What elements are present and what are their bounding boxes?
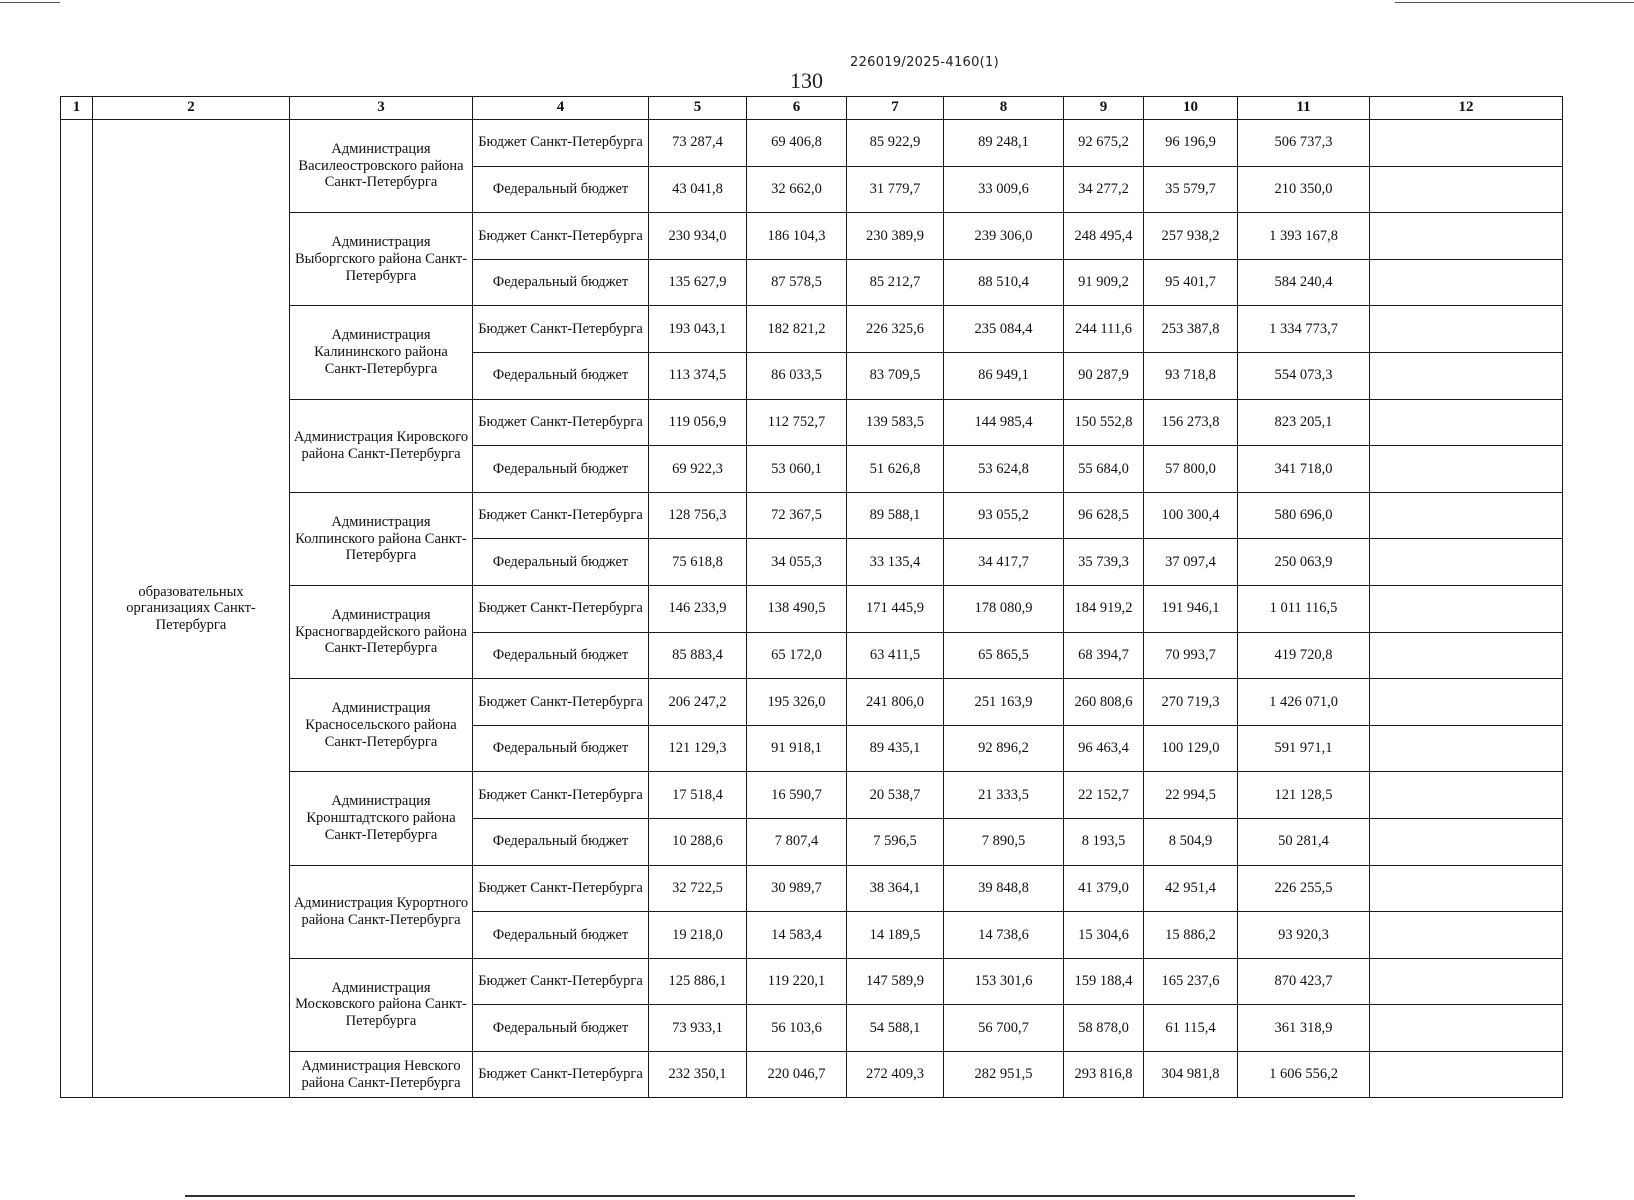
- amount-cell: 51 626,8: [847, 446, 944, 493]
- amount-cell: 92 675,2: [1064, 120, 1144, 167]
- column-header-4: 4: [473, 97, 649, 120]
- amount-cell: 91 909,2: [1064, 259, 1144, 306]
- amount-cell: 90 287,9: [1064, 352, 1144, 399]
- amount-cell: 34 055,3: [747, 539, 847, 586]
- notes-cell: [1370, 679, 1563, 726]
- amount-cell: 232 350,1: [649, 1051, 747, 1098]
- column-header-9: 9: [1064, 97, 1144, 120]
- amount-cell: 31 779,7: [847, 166, 944, 213]
- amount-cell: 119 220,1: [747, 958, 847, 1005]
- amount-cell: 7 596,5: [847, 818, 944, 865]
- amount-cell: 86 033,5: [747, 352, 847, 399]
- amount-cell: 253 387,8: [1144, 306, 1238, 353]
- amount-cell: 15 304,6: [1064, 912, 1144, 959]
- amount-cell: 93 055,2: [944, 492, 1064, 539]
- amount-cell: 86 949,1: [944, 352, 1064, 399]
- amount-cell: 241 806,0: [847, 679, 944, 726]
- amount-cell: 184 919,2: [1064, 585, 1144, 632]
- amount-cell: 139 583,5: [847, 399, 944, 446]
- amount-cell: 83 709,5: [847, 352, 944, 399]
- page-number: 130: [790, 68, 823, 93]
- notes-cell: [1370, 958, 1563, 1005]
- amount-cell: 54 588,1: [847, 1005, 944, 1052]
- amount-cell: 68 394,7: [1064, 632, 1144, 679]
- amount-cell: 69 922,3: [649, 446, 747, 493]
- amount-cell: 165 237,6: [1144, 958, 1238, 1005]
- amount-cell: 580 696,0: [1238, 492, 1370, 539]
- funding-source-cell: Бюджет Санкт-Петербурга: [473, 865, 649, 912]
- amount-cell: 75 618,8: [649, 539, 747, 586]
- amount-cell: 239 306,0: [944, 213, 1064, 260]
- funding-source-cell: Федеральный бюджет: [473, 259, 649, 306]
- amount-cell: 50 281,4: [1238, 818, 1370, 865]
- amount-cell: 8 193,5: [1064, 818, 1144, 865]
- amount-cell: 33 009,6: [944, 166, 1064, 213]
- notes-cell: [1370, 539, 1563, 586]
- amount-cell: 272 409,3: [847, 1051, 944, 1098]
- amount-cell: 53 060,1: [747, 446, 847, 493]
- amount-cell: 1 334 773,7: [1238, 306, 1370, 353]
- notes-cell: [1370, 772, 1563, 819]
- budget-table: [60, 96, 1563, 1098]
- amount-cell: 22 994,5: [1144, 772, 1238, 819]
- amount-cell: 57 800,0: [1144, 446, 1238, 493]
- notes-cell: [1370, 352, 1563, 399]
- amount-cell: 35 739,3: [1064, 539, 1144, 586]
- amount-cell: 282 951,5: [944, 1051, 1064, 1098]
- amount-cell: 226 325,6: [847, 306, 944, 353]
- amount-cell: 128 756,3: [649, 492, 747, 539]
- column-header-7: 7: [847, 97, 944, 120]
- amount-cell: 32 662,0: [747, 166, 847, 213]
- amount-cell: 92 896,2: [944, 725, 1064, 772]
- executor-cell: Администрация Московского района Санкт-Петербурга: [290, 958, 473, 1051]
- amount-cell: 56 700,7: [944, 1005, 1064, 1052]
- column-header-1: 1: [61, 97, 93, 120]
- amount-cell: 10 288,6: [649, 818, 747, 865]
- funding-source-cell: Бюджет Санкт-Петербурга: [473, 492, 649, 539]
- funding-source-cell: Федеральный бюджет: [473, 446, 649, 493]
- amount-cell: 33 135,4: [847, 539, 944, 586]
- amount-cell: 823 205,1: [1238, 399, 1370, 446]
- column-header-2: 2: [93, 97, 290, 120]
- amount-cell: 159 188,4: [1064, 958, 1144, 1005]
- amount-cell: 191 946,1: [1144, 585, 1238, 632]
- notes-cell: [1370, 818, 1563, 865]
- amount-cell: 230 934,0: [649, 213, 747, 260]
- program-description-cell: образовательных организациях Санкт-Петербурга: [93, 120, 290, 1098]
- executor-cell: Администрация Невского района Санкт-Петербурга: [290, 1051, 473, 1098]
- amount-cell: 89 588,1: [847, 492, 944, 539]
- document-registration-number: 226019/2025-4160(1): [850, 55, 999, 70]
- column-header-6: 6: [747, 97, 847, 120]
- amount-cell: 73 933,1: [649, 1005, 747, 1052]
- amount-cell: 121 129,3: [649, 725, 747, 772]
- column-header-11: 11: [1238, 97, 1370, 120]
- amount-cell: 56 103,6: [747, 1005, 847, 1052]
- amount-cell: 119 056,9: [649, 399, 747, 446]
- amount-cell: 34 277,2: [1064, 166, 1144, 213]
- amount-cell: 95 401,7: [1144, 259, 1238, 306]
- funding-source-cell: Бюджет Санкт-Петербурга: [473, 958, 649, 1005]
- amount-cell: 93 920,3: [1238, 912, 1370, 959]
- funding-source-cell: Бюджет Санкт-Петербурга: [473, 213, 649, 260]
- funding-source-cell: Федеральный бюджет: [473, 166, 649, 213]
- amount-cell: 230 389,9: [847, 213, 944, 260]
- column-header-3: 3: [290, 97, 473, 120]
- funding-source-cell: Федеральный бюджет: [473, 912, 649, 959]
- amount-cell: 73 287,4: [649, 120, 747, 167]
- amount-cell: 341 718,0: [1238, 446, 1370, 493]
- amount-cell: 113 374,5: [649, 352, 747, 399]
- amount-cell: 55 684,0: [1064, 446, 1144, 493]
- scan-edge-line: [0, 2, 60, 3]
- funding-source-cell: Бюджет Санкт-Петербурга: [473, 585, 649, 632]
- amount-cell: 17 518,4: [649, 772, 747, 819]
- funding-source-cell: Федеральный бюджет: [473, 725, 649, 772]
- amount-cell: 257 938,2: [1144, 213, 1238, 260]
- notes-cell: [1370, 912, 1563, 959]
- amount-cell: 193 043,1: [649, 306, 747, 353]
- scan-edge-line: [1395, 2, 1634, 3]
- amount-cell: 506 737,3: [1238, 120, 1370, 167]
- funding-source-cell: Бюджет Санкт-Петербурга: [473, 679, 649, 726]
- column-header-8: 8: [944, 97, 1064, 120]
- amount-cell: 250 063,9: [1238, 539, 1370, 586]
- executor-cell: Администрация Выборгского района Санкт-Петербурга: [290, 213, 473, 306]
- amount-cell: 65 172,0: [747, 632, 847, 679]
- amount-cell: 1 606 556,2: [1238, 1051, 1370, 1098]
- notes-cell: [1370, 399, 1563, 446]
- amount-cell: 88 510,4: [944, 259, 1064, 306]
- amount-cell: 22 152,7: [1064, 772, 1144, 819]
- amount-cell: 1 393 167,8: [1238, 213, 1370, 260]
- amount-cell: 37 097,4: [1144, 539, 1238, 586]
- amount-cell: 248 495,4: [1064, 213, 1144, 260]
- notes-cell: [1370, 632, 1563, 679]
- amount-cell: 21 333,5: [944, 772, 1064, 819]
- amount-cell: 1 426 071,0: [1238, 679, 1370, 726]
- amount-cell: 42 951,4: [1144, 865, 1238, 912]
- amount-cell: 65 865,5: [944, 632, 1064, 679]
- funding-source-cell: Федеральный бюджет: [473, 632, 649, 679]
- amount-cell: 293 816,8: [1064, 1051, 1144, 1098]
- amount-cell: 304 981,8: [1144, 1051, 1238, 1098]
- amount-cell: 72 367,5: [747, 492, 847, 539]
- amount-cell: 91 918,1: [747, 725, 847, 772]
- amount-cell: 69 406,8: [747, 120, 847, 167]
- amount-cell: 96 463,4: [1064, 725, 1144, 772]
- amount-cell: 419 720,8: [1238, 632, 1370, 679]
- table-row: [61, 120, 1563, 167]
- amount-cell: 244 111,6: [1064, 306, 1144, 353]
- amount-cell: 146 233,9: [649, 585, 747, 632]
- amount-cell: 171 445,9: [847, 585, 944, 632]
- amount-cell: 182 821,2: [747, 306, 847, 353]
- notes-cell: [1370, 259, 1563, 306]
- notes-cell: [1370, 306, 1563, 353]
- amount-cell: 53 624,8: [944, 446, 1064, 493]
- row-number-cell: [61, 120, 93, 1098]
- amount-cell: 35 579,7: [1144, 166, 1238, 213]
- amount-cell: 206 247,2: [649, 679, 747, 726]
- amount-cell: 85 922,9: [847, 120, 944, 167]
- amount-cell: 554 073,3: [1238, 352, 1370, 399]
- notes-cell: [1370, 120, 1563, 167]
- amount-cell: 14 189,5: [847, 912, 944, 959]
- executor-cell: Администрация Калининского района Санкт-Петербурга: [290, 306, 473, 399]
- executor-cell: Администрация Кировского района Санкт-Петербурга: [290, 399, 473, 492]
- amount-cell: 20 538,7: [847, 772, 944, 819]
- amount-cell: 226 255,5: [1238, 865, 1370, 912]
- funding-source-cell: Бюджет Санкт-Петербурга: [473, 120, 649, 167]
- executor-cell: Администрация Красногвардейского района Санкт-Петербурга: [290, 585, 473, 678]
- amount-cell: 70 993,7: [1144, 632, 1238, 679]
- executor-cell: Администрация Кронштадтского района Санкт-Петербурга: [290, 772, 473, 865]
- amount-cell: 220 046,7: [747, 1051, 847, 1098]
- amount-cell: 89 435,1: [847, 725, 944, 772]
- notes-cell: [1370, 1005, 1563, 1052]
- notes-cell: [1370, 492, 1563, 539]
- executor-cell: Администрация Красносельского района Санкт-Петербурга: [290, 679, 473, 772]
- amount-cell: 32 722,5: [649, 865, 747, 912]
- amount-cell: 125 886,1: [649, 958, 747, 1005]
- amount-cell: 7 807,4: [747, 818, 847, 865]
- amount-cell: 156 273,8: [1144, 399, 1238, 446]
- executor-cell: Администрация Василеостровского района Санкт-Петербурга: [290, 120, 473, 213]
- amount-cell: 41 379,0: [1064, 865, 1144, 912]
- amount-cell: 14 738,6: [944, 912, 1064, 959]
- amount-cell: 85 883,4: [649, 632, 747, 679]
- notes-cell: [1370, 865, 1563, 912]
- amount-cell: 8 504,9: [1144, 818, 1238, 865]
- notes-cell: [1370, 1051, 1563, 1098]
- amount-cell: 87 578,5: [747, 259, 847, 306]
- amount-cell: 150 552,8: [1064, 399, 1144, 446]
- amount-cell: 112 752,7: [747, 399, 847, 446]
- amount-cell: 63 411,5: [847, 632, 944, 679]
- executor-cell: Администрация Курортного района Санкт-Петербурга: [290, 865, 473, 958]
- funding-source-cell: Федеральный бюджет: [473, 1005, 649, 1052]
- amount-cell: 19 218,0: [649, 912, 747, 959]
- amount-cell: 195 326,0: [747, 679, 847, 726]
- amount-cell: 270 719,3: [1144, 679, 1238, 726]
- amount-cell: 93 718,8: [1144, 352, 1238, 399]
- amount-cell: 14 583,4: [747, 912, 847, 959]
- amount-cell: 85 212,7: [847, 259, 944, 306]
- column-header-12: 12: [1370, 97, 1563, 120]
- amount-cell: 39 848,8: [944, 865, 1064, 912]
- amount-cell: 147 589,9: [847, 958, 944, 1005]
- amount-cell: 100 300,4: [1144, 492, 1238, 539]
- amount-cell: 144 985,4: [944, 399, 1064, 446]
- notes-cell: [1370, 213, 1563, 260]
- amount-cell: 121 128,5: [1238, 772, 1370, 819]
- amount-cell: 361 318,9: [1238, 1005, 1370, 1052]
- notes-cell: [1370, 166, 1563, 213]
- amount-cell: 584 240,4: [1238, 259, 1370, 306]
- amount-cell: 870 423,7: [1238, 958, 1370, 1005]
- amount-cell: 186 104,3: [747, 213, 847, 260]
- amount-cell: 15 886,2: [1144, 912, 1238, 959]
- amount-cell: 43 041,8: [649, 166, 747, 213]
- amount-cell: 7 890,5: [944, 818, 1064, 865]
- amount-cell: 100 129,0: [1144, 725, 1238, 772]
- amount-cell: 1 011 116,5: [1238, 585, 1370, 632]
- funding-source-cell: Бюджет Санкт-Петербурга: [473, 772, 649, 819]
- amount-cell: 153 301,6: [944, 958, 1064, 1005]
- funding-source-cell: Бюджет Санкт-Петербурга: [473, 1051, 649, 1098]
- amount-cell: 135 627,9: [649, 259, 747, 306]
- amount-cell: 61 115,4: [1144, 1005, 1238, 1052]
- executor-cell: Администрация Колпинского района Санкт-Петербурга: [290, 492, 473, 585]
- funding-source-cell: Федеральный бюджет: [473, 818, 649, 865]
- amount-cell: 178 080,9: [944, 585, 1064, 632]
- notes-cell: [1370, 446, 1563, 493]
- amount-cell: 251 163,9: [944, 679, 1064, 726]
- amount-cell: 38 364,1: [847, 865, 944, 912]
- amount-cell: 34 417,7: [944, 539, 1064, 586]
- amount-cell: 30 989,7: [747, 865, 847, 912]
- amount-cell: 235 084,4: [944, 306, 1064, 353]
- amount-cell: 260 808,6: [1064, 679, 1144, 726]
- amount-cell: 58 878,0: [1064, 1005, 1144, 1052]
- amount-cell: 89 248,1: [944, 120, 1064, 167]
- funding-source-cell: Федеральный бюджет: [473, 352, 649, 399]
- page-bottom-rule: [185, 1195, 1355, 1197]
- amount-cell: 16 590,7: [747, 772, 847, 819]
- funding-source-cell: Федеральный бюджет: [473, 539, 649, 586]
- amount-cell: 138 490,5: [747, 585, 847, 632]
- funding-source-cell: Бюджет Санкт-Петербурга: [473, 306, 649, 353]
- funding-source-cell: Бюджет Санкт-Петербурга: [473, 399, 649, 446]
- amount-cell: 96 628,5: [1064, 492, 1144, 539]
- notes-cell: [1370, 585, 1563, 632]
- notes-cell: [1370, 725, 1563, 772]
- column-header-10: 10: [1144, 97, 1238, 120]
- amount-cell: 591 971,1: [1238, 725, 1370, 772]
- header-row: [61, 97, 1563, 120]
- column-header-5: 5: [649, 97, 747, 120]
- amount-cell: 96 196,9: [1144, 120, 1238, 167]
- amount-cell: 210 350,0: [1238, 166, 1370, 213]
